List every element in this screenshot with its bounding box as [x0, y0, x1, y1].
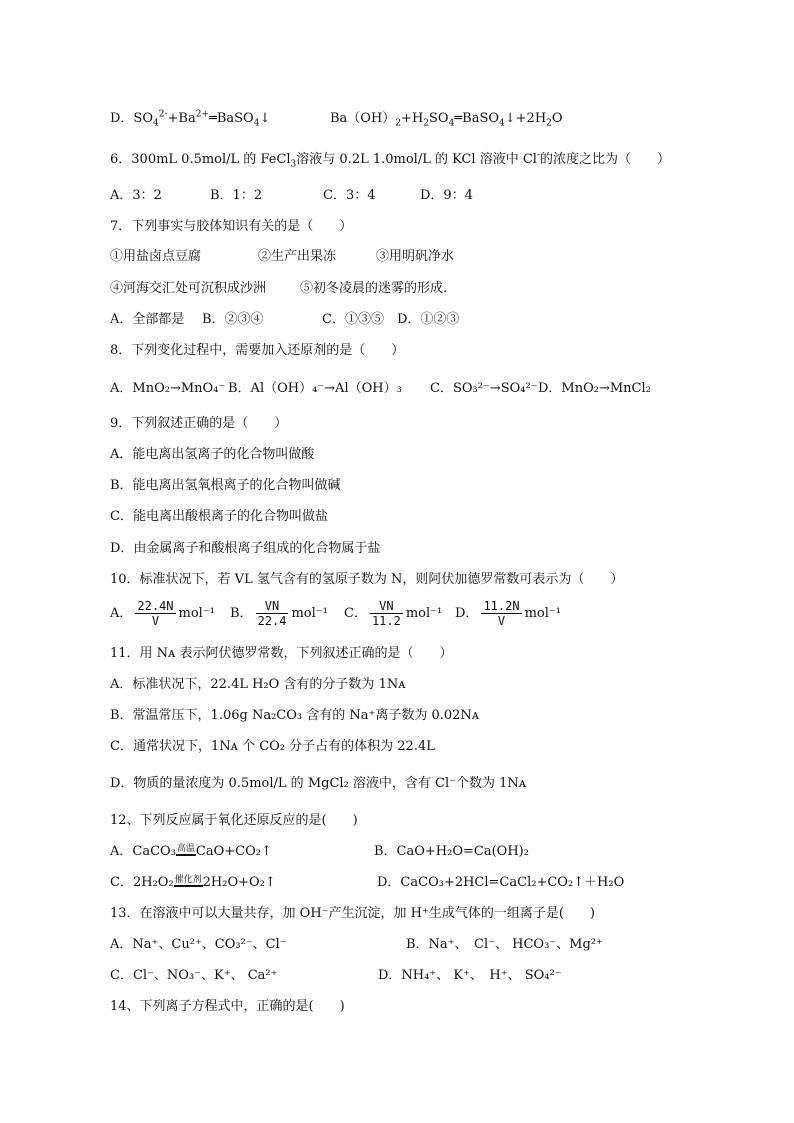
- q6-option-d: D．9：4: [420, 188, 473, 203]
- q13-option-d: D．NH₄⁺、 K⁺、 H⁺、 SO₄²⁻: [378, 968, 562, 983]
- q6-option-b: B．1：2: [210, 188, 263, 203]
- q13-option-c: C．Cl⁻、NO₃⁻、K⁺、 Ca²⁺: [110, 968, 278, 983]
- q10-b-fraction: $\frac{VN}{22.4}$: [257, 599, 287, 628]
- q10-option-b: B． $\frac{VN}{22.4}$ mol⁻¹: [230, 599, 328, 628]
- q11-option-a: A．标准状况下，22.4L H₂O 含有的分子数为 1Nᴀ: [110, 677, 406, 692]
- q5-option-d-equation-2: $Ba(OH)_2+H_2SO_4═BaSO_4↓+2H_2O$: [330, 111, 563, 129]
- q9-stem: 9．下列叙述正确的是（ ）: [110, 416, 288, 431]
- condition-heat-label: 高温: [176, 844, 195, 854]
- q10-c-fraction: $\frac{VN}{11.2}$: [371, 599, 401, 628]
- q10-option-d: D． $\frac{11.2N}{V}$ mol⁻¹: [455, 599, 561, 628]
- q7-option-c: C．①③⑤: [322, 312, 384, 327]
- q11-option-d: D．物质的量浓度为 0.5mol/L 的 MgCl₂ 溶液中，含有 Cl⁻个数为 1Nᴀ: [110, 776, 527, 791]
- q5-option-d: D．$SO_4^{2-}+Ba^{2+}═BaSO_4↓$: [110, 109, 271, 129]
- q12-option-a: A．CaCO₃高温CaO+CO₂↑: [110, 844, 272, 859]
- q9-option-a: A．能电离出氢离子的化合物叫做酸: [110, 447, 315, 462]
- q12-option-b: B．CaO+H₂O=Ca(OH)₂: [374, 844, 529, 859]
- q7-option-b: B．②③④: [202, 312, 264, 327]
- q7-option-d: D．①②③: [397, 312, 460, 327]
- q10-option-a: A． $\frac{22.4N}{V}$ mol⁻¹: [110, 599, 215, 628]
- q7-item-1: ①用盐卤点豆腐: [110, 249, 202, 264]
- q12-stem: 12、下列反应属于氧化还原反应的是( ): [110, 813, 358, 828]
- q13-option-b: B．Na⁺、 Cl⁻、 HCO₃⁻、Mg²⁺: [406, 937, 603, 952]
- q7-item-2: ②生产出果冻: [258, 249, 337, 264]
- q7-option-a: A．全部都是: [110, 312, 185, 327]
- q10-option-c: C． $\frac{VN}{11.2}$ mol⁻¹: [344, 599, 443, 628]
- q6-option-c: C．3：4: [323, 188, 376, 203]
- q8-option-b: B．Al（OH）₄⁻→Al（OH）₃: [228, 381, 402, 396]
- q10-a-fraction: $\frac{22.4N}{V}$: [137, 599, 174, 628]
- q12-option-d: D．CaCO₃+2HCl=CaCl₂+CO₂↑＋H₂O: [377, 875, 625, 890]
- q7-item-3: ③用明矾净水: [376, 249, 455, 264]
- q8-option-a: A．MnO₂→MnO₄⁻: [110, 381, 226, 396]
- q11-option-b: B．常温常压下，1.06g Na₂CO₃ 含有的 Na⁺离子数为 0.02Nᴀ: [110, 708, 480, 723]
- condition-catalyst-label: 催化剂: [174, 875, 202, 885]
- q11-option-c: C．通常状况下，1Nᴀ 个 CO₂ 分子占有的体积为 22.4L: [110, 739, 435, 754]
- q6-option-a: A．3：2: [110, 188, 162, 203]
- q8-option-d: D．MnO₂→MnCl₂: [538, 381, 651, 396]
- q13-stem: 13．在溶液中可以大量共存，加 OH⁻产生沉淀，加 H⁺生成气体的一组离子是( ): [110, 906, 596, 921]
- q10-stem: 10．标准状况下，若 VL 氢气含有的氢原子数为 N，则阿伏加德罗常数可表示为（ ）: [110, 572, 624, 587]
- q10-d-fraction: $\frac{11.2N}{V}$: [483, 599, 520, 628]
- q7-item-5: ⑤初冬凌晨的迷雾的形成.: [300, 281, 448, 296]
- q8-stem: 8．下列变化过程中，需要加入还原剂的是（ ）: [110, 343, 405, 358]
- q6-stem: 6．300mL 0.5mol/L 的 FeCl$_3$溶液与 0.2L 1.0mol/L 的 KCl 溶液中 Cl-的浓度之比为（ ）: [110, 150, 671, 170]
- q11-stem: 11．用 Nᴀ 表示阿伏德罗常数，下列叙述正确的是（ ）: [110, 646, 453, 661]
- q7-item-4: ④河海交汇处可沉积成沙洲: [110, 281, 267, 296]
- q13-option-a: A．Na⁺、Cu²⁺、CO₃²⁻、Cl⁻: [110, 937, 287, 952]
- q9-option-b: B．能电离出氢氧根离子的化合物叫做碱: [110, 478, 341, 493]
- q14-stem: 14、下列离子方程式中，正确的是( ): [110, 999, 345, 1014]
- q12-option-c: C．2H₂O₂催化剂2H₂O+O₂↑: [110, 875, 276, 890]
- q7-stem: 7．下列事实与胶体知识有关的是（ ）: [110, 219, 353, 234]
- q9-option-c: C．能电离出酸根离子的化合物叫做盐: [110, 509, 328, 524]
- q9-option-d: D．由金属离子和酸根离子组成的化合物属于盐: [110, 541, 381, 556]
- q8-option-c: C．SO₃²⁻→SO₄²⁻: [430, 381, 538, 396]
